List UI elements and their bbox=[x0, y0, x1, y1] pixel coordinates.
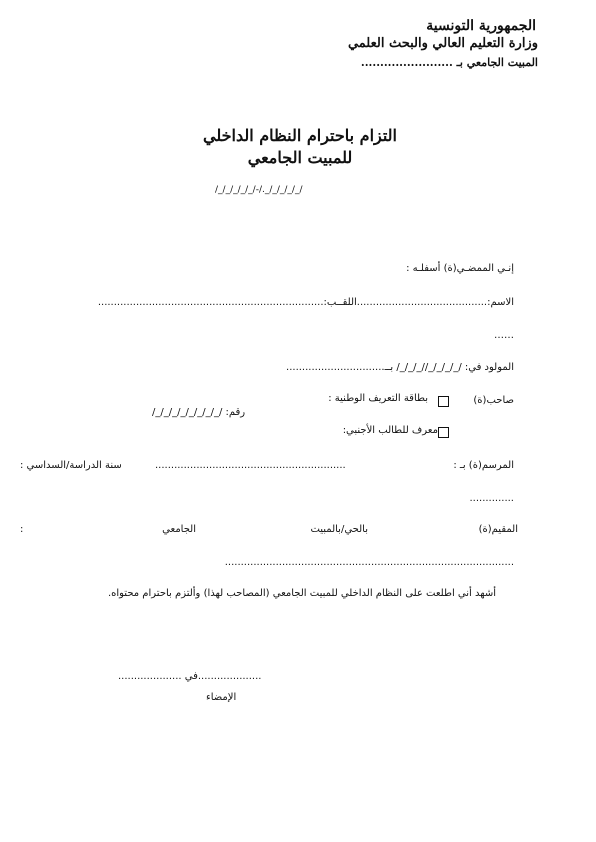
university-label: الجامعي bbox=[162, 524, 196, 535]
neighborhood-label: بالحي/بالمبيت bbox=[310, 524, 368, 535]
resident-label: المقيم(ة) bbox=[478, 524, 518, 535]
document-title: التزام باحترام النظام الداخلي bbox=[202, 126, 397, 145]
name-field[interactable]: الاسم:.........................................اللقــب:....................................................................... bbox=[97, 297, 514, 308]
enrolled-continuation: .............. bbox=[469, 493, 514, 504]
holder-label: صاحب(ة) bbox=[473, 395, 514, 406]
ministry-heading: وزارة التعليم العالي والبحث العلمي bbox=[347, 36, 538, 51]
study-year-label: سنة الدراسة/السداسي : bbox=[20, 460, 122, 471]
id-card-checkbox[interactable] bbox=[438, 396, 449, 407]
republic-heading: الجمهورية التونسية bbox=[426, 18, 536, 34]
reference-number: /_/_/_/_/_/-/._/_/_/_/_/ bbox=[215, 185, 303, 195]
document-subtitle: للمبيت الجامعي bbox=[247, 148, 353, 167]
resident-field[interactable]: ........................................................................................... bbox=[224, 557, 514, 568]
enrolled-field[interactable]: ............................................................ bbox=[155, 460, 346, 471]
id-number-field[interactable]: رقم: /_/_/_/_/_/_/_/_/ bbox=[152, 407, 246, 418]
foreign-id-label: معرف للطالب الأجنبي: bbox=[342, 425, 438, 436]
signature-label: الإمضاء bbox=[206, 692, 237, 703]
enrolled-label: المرسم(ة) بـ : bbox=[453, 460, 514, 471]
name-continuation: …… bbox=[494, 330, 514, 341]
resident-colon: : bbox=[20, 524, 24, 535]
birth-field[interactable]: المولود في: /_/_/_/_//_/_/_/ بــ............................... bbox=[286, 362, 514, 373]
undersigned-label: إنـي الممضـي(ة) أسفلـه : bbox=[406, 263, 514, 274]
foreign-id-checkbox[interactable] bbox=[438, 427, 449, 438]
declaration-text: أشهد أني اطلعت على النظام الداخلي للمبيت الجامعي (المصاحب لهذا) وألتزم باحترام محتواه. bbox=[107, 588, 496, 599]
place-date-field[interactable]: ....................في .................... bbox=[118, 671, 262, 682]
residence-heading: المبيت الجامعي بـ ........................ bbox=[360, 56, 538, 69]
id-card-label: بطاقة التعريف الوطنية : bbox=[328, 393, 428, 404]
